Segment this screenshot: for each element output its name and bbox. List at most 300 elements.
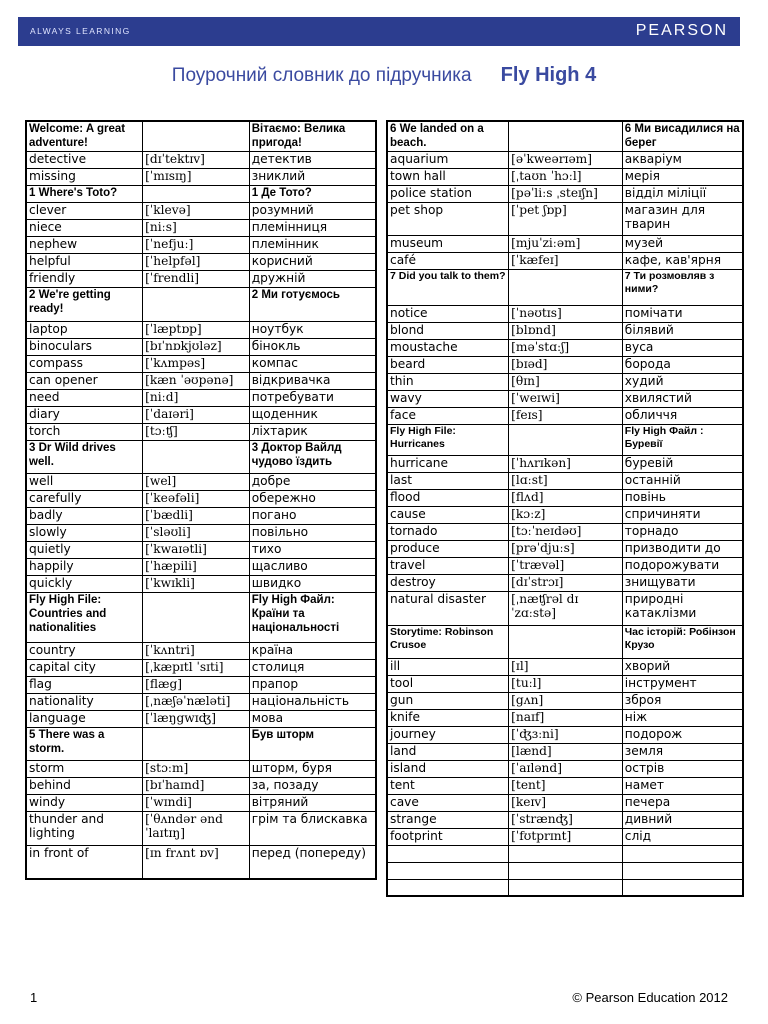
ukrainian-translation: білявий (622, 322, 743, 339)
vocab-row (26, 219, 376, 236)
ukrainian-translation: ноутбук (249, 321, 376, 338)
ukrainian-translation: обличчя (622, 407, 743, 424)
vocab-row (387, 862, 743, 879)
vocab-row (387, 811, 743, 828)
english-word: blond (387, 322, 509, 339)
transcription (509, 845, 623, 862)
transcription: [ˈhæpili] (143, 558, 250, 575)
ukrainian-translation: щоденник (249, 406, 376, 423)
english-word: 7 Did you talk to them? (387, 269, 509, 305)
transcription: [flʌd] (509, 489, 623, 506)
english-word: happily (26, 558, 143, 575)
english-word: nationality (26, 693, 143, 710)
section-header-row (26, 287, 376, 321)
vocab-row (387, 305, 743, 322)
transcription: [ˈtrævəl] (509, 557, 623, 574)
ukrainian-translation: потребувати (249, 389, 376, 406)
transcription: [tent] (509, 777, 623, 794)
vocab-row (387, 373, 743, 390)
vocab-row (387, 185, 743, 202)
vocab-row (26, 406, 376, 423)
transcription: [niːs] (143, 219, 250, 236)
transcription: [ɪl] (509, 658, 623, 675)
english-word: 2 We're getting ready! (26, 287, 143, 321)
transcription (509, 269, 623, 305)
english-word: need (26, 389, 143, 406)
ukrainian-translation: помічати (622, 305, 743, 322)
vocab-row (387, 523, 743, 540)
vocab-row (387, 407, 743, 424)
vocab-row (26, 321, 376, 338)
vocab-row (387, 472, 743, 489)
vocab-row (387, 168, 743, 185)
transcription: [məˈstɑːʃ] (509, 339, 623, 356)
english-word: laptop (26, 321, 143, 338)
english-word: friendly (26, 270, 143, 287)
transcription: [ˈkʌntri] (143, 642, 250, 659)
transcription: [ˈkwaɪətli] (143, 541, 250, 558)
vocab-row (26, 524, 376, 541)
vocab-row (26, 811, 376, 845)
ukrainian-translation: корисний (249, 253, 376, 270)
vocab-row (26, 168, 376, 185)
vocab-row (387, 574, 743, 591)
ukrainian-translation: мерія (622, 168, 743, 185)
transcription: [ˌtaʊn ˈhɔːl] (509, 168, 623, 185)
transcription: [stɔːm] (143, 760, 250, 777)
english-word: 1 Where's Toto? (26, 185, 143, 202)
english-word: windy (26, 794, 143, 811)
english-word: 3 Dr Wild drives well. (26, 440, 143, 473)
transcription: [ˈnəʊtɪs] (509, 305, 623, 322)
page-number: 1 (30, 990, 38, 1005)
ukrainian-translation: борода (622, 356, 743, 373)
ukrainian-translation: погано (249, 507, 376, 524)
english-word: moustache (387, 339, 509, 356)
ukrainian-translation: 1 Де Тото? (249, 185, 376, 202)
ukrainian-translation: повінь (622, 489, 743, 506)
ukrainian-translation: щасливо (249, 558, 376, 575)
vocab-row (387, 557, 743, 574)
english-word: travel (387, 557, 509, 574)
english-word: footprint (387, 828, 509, 845)
ukrainian-translation: 6 Ми висадилися на берег (622, 121, 743, 151)
transcription: [pəˈliːs ˌsteɪʃn] (509, 185, 623, 202)
ukrainian-translation (622, 879, 743, 896)
ukrainian-translation (622, 845, 743, 862)
transcription: [naɪf] (509, 709, 623, 726)
transcription: [ˈweɪwi] (509, 390, 623, 407)
transcription: [ˈlæptɒp] (143, 321, 250, 338)
transcription: [bɪˈnɒkjʊləz] (143, 338, 250, 355)
ukrainian-translation: подорожувати (622, 557, 743, 574)
english-word: quietly (26, 541, 143, 558)
ukrainian-translation: відділ міліції (622, 185, 743, 202)
ukrainian-translation: намет (622, 777, 743, 794)
transcription (143, 287, 250, 321)
ukrainian-translation: мова (249, 710, 376, 727)
transcription: [lænd] (509, 743, 623, 760)
ukrainian-translation: земля (622, 743, 743, 760)
transcription: [keɪv] (509, 794, 623, 811)
english-word: natural disaster (387, 591, 509, 625)
transcription: [bɪəd] (509, 356, 623, 373)
vocab-row (387, 339, 743, 356)
transcription: [feɪs] (509, 407, 623, 424)
transcription: [bɪˈhaɪnd] (143, 777, 250, 794)
vocab-row (26, 693, 376, 710)
transcription: [wel] (143, 473, 250, 490)
transcription: [ˈθʌndər ənd ˈlaɪtɪŋ] (143, 811, 250, 845)
ukrainian-translation: дружній (249, 270, 376, 287)
transcription: [kɔːz] (509, 506, 623, 523)
ukrainian-translation: тихо (249, 541, 376, 558)
english-word: hurricane (387, 455, 509, 472)
english-word: island (387, 760, 509, 777)
ukrainian-translation: країна (249, 642, 376, 659)
vocab-row (26, 473, 376, 490)
transcription (509, 862, 623, 879)
transcription: [tuːl] (509, 675, 623, 692)
section-header-row (387, 625, 743, 658)
ukrainian-translation: спричиняти (622, 506, 743, 523)
page-title (0, 64, 768, 87)
transcription: [tɔːʧ] (143, 423, 250, 440)
vocab-row (26, 389, 376, 406)
vocab-row (26, 423, 376, 440)
ukrainian-translation: зброя (622, 692, 743, 709)
english-word: thunder and lighting (26, 811, 143, 845)
english-word: 5 There was a storm. (26, 727, 143, 760)
ukrainian-translation: акваріум (622, 151, 743, 168)
english-word: clever (26, 202, 143, 219)
ukrainian-translation: хворий (622, 658, 743, 675)
english-word: in front of (26, 845, 143, 879)
transcription: [niːd] (143, 389, 250, 406)
ukrainian-translation: слід (622, 828, 743, 845)
vocab-row (387, 591, 743, 625)
vocab-row (387, 675, 743, 692)
transcription: [ˈbædli] (143, 507, 250, 524)
english-word: carefully (26, 490, 143, 507)
vocab-row (387, 760, 743, 777)
pearson-banner (18, 17, 740, 46)
ukrainian-translation: кафе, кав'ярня (622, 252, 743, 269)
transcription: [ˈsləʊli] (143, 524, 250, 541)
ukrainian-translation: Вітаємо: Велика пригода! (249, 121, 376, 151)
transcription: [ˈʤɜːni] (509, 726, 623, 743)
vocab-row (387, 692, 743, 709)
english-word: 6 We landed on a beach. (387, 121, 509, 151)
transcription (143, 727, 250, 760)
banner-slogan: ALWAYS LEARNING (30, 26, 131, 36)
transcription: [blɒnd] (509, 322, 623, 339)
ukrainian-translation: ліхтарик (249, 423, 376, 440)
english-word: face (387, 407, 509, 424)
vocab-row (387, 828, 743, 845)
vocab-row (387, 794, 743, 811)
english-word: ill (387, 658, 509, 675)
english-word: land (387, 743, 509, 760)
english-word: badly (26, 507, 143, 524)
transcription (143, 185, 250, 202)
transcription: [dɪˈstrɔɪ] (509, 574, 623, 591)
pearson-logo: PEARSON (635, 22, 728, 39)
transcription: [ˈnefjuː] (143, 236, 250, 253)
transcription: [mjuˈziːəm] (509, 235, 623, 252)
ukrainian-translation: столиця (249, 659, 376, 676)
vocab-row (387, 540, 743, 557)
ukrainian-translation: інструмент (622, 675, 743, 692)
copyright: © Pearson Education 2012 (572, 990, 728, 1005)
transcription: [gʌn] (509, 692, 623, 709)
ukrainian-translation: Час історій: Робінзон Крузо (622, 625, 743, 658)
ukrainian-translation: бінокль (249, 338, 376, 355)
english-word: detective (26, 151, 143, 168)
vocab-row (26, 659, 376, 676)
ukrainian-translation: худий (622, 373, 743, 390)
transcription: [ˈdaɪəri] (143, 406, 250, 423)
english-word: slowly (26, 524, 143, 541)
ukrainian-translation: знищувати (622, 574, 743, 591)
ukrainian-translation: грім та блискавка (249, 811, 376, 845)
vocab-row (387, 455, 743, 472)
vocab-row (26, 642, 376, 659)
english-word: behind (26, 777, 143, 794)
english-word: Fly High File: Countries and nationalities (26, 592, 143, 642)
vocab-row (387, 252, 743, 269)
english-word: aquarium (387, 151, 509, 168)
section-header-row (387, 121, 743, 151)
title-book: Fly High 4 (500, 64, 597, 86)
vocab-row (26, 760, 376, 777)
vocab-row (26, 794, 376, 811)
ukrainian-translation: природні катаклізми (622, 591, 743, 625)
ukrainian-translation: 3 Доктор Вайлд чудово їздить (249, 440, 376, 473)
ukrainian-translation: компас (249, 355, 376, 372)
transcription: [dɪˈtektɪv] (143, 151, 250, 168)
english-word: tornado (387, 523, 509, 540)
ukrainian-translation: Fly High Файл: Країни та національності (249, 592, 376, 642)
transcription: [ˈaɪlənd] (509, 760, 623, 777)
english-word (387, 862, 509, 879)
english-word: binoculars (26, 338, 143, 355)
vocab-row (26, 372, 376, 389)
english-word: can opener (26, 372, 143, 389)
vocab-row (387, 743, 743, 760)
english-word: storm (26, 760, 143, 777)
vocab-row (387, 202, 743, 235)
ukrainian-translation: печера (622, 794, 743, 811)
english-word: pet shop (387, 202, 509, 235)
english-word: compass (26, 355, 143, 372)
vocab-row (387, 390, 743, 407)
ukrainian-translation: буревій (622, 455, 743, 472)
english-word: torch (26, 423, 143, 440)
ukrainian-translation: Fly High Файл : Буревії (622, 424, 743, 455)
vocab-row (387, 879, 743, 896)
transcription: [tɔːˈneɪdəʊ] (509, 523, 623, 540)
vocab-row (387, 658, 743, 675)
english-word: notice (387, 305, 509, 322)
english-word: tent (387, 777, 509, 794)
transcription (509, 625, 623, 658)
ukrainian-translation: музей (622, 235, 743, 252)
transcription: [ˈpet ʃɒp] (509, 202, 623, 235)
ukrainian-translation: хвилястий (622, 390, 743, 407)
transcription: [ˌnæʧrəl dɪˈzɑːstə] (509, 591, 623, 625)
vocab-row (387, 777, 743, 794)
ukrainian-translation: призводити до (622, 540, 743, 557)
ukrainian-translation: за, позаду (249, 777, 376, 794)
ukrainian-translation: вітряний (249, 794, 376, 811)
transcription: [ˈstrænʤ] (509, 811, 623, 828)
transcription: [ˈmɪsɪŋ] (143, 168, 250, 185)
english-word: flag (26, 676, 143, 693)
ukrainian-translation: магазин для тварин (622, 202, 743, 235)
english-word (387, 879, 509, 896)
english-word: destroy (387, 574, 509, 591)
vocab-row (26, 202, 376, 219)
ukrainian-translation: швидко (249, 575, 376, 592)
transcription (509, 121, 623, 151)
transcription: [θɪn] (509, 373, 623, 390)
english-word: tool (387, 675, 509, 692)
transcription: [flæg] (143, 676, 250, 693)
ukrainian-translation: острів (622, 760, 743, 777)
english-word: cause (387, 506, 509, 523)
ukrainian-translation: племінниця (249, 219, 376, 236)
transcription: [ˈkæfeɪ] (509, 252, 623, 269)
transcription: [ˈhʌrɪkən] (509, 455, 623, 472)
transcription: [ˈkʌmpəs] (143, 355, 250, 372)
english-word: journey (387, 726, 509, 743)
ukrainian-translation: торнадо (622, 523, 743, 540)
ukrainian-translation: подорож (622, 726, 743, 743)
transcription: [ˈlæŋgwɪʤ] (143, 710, 250, 727)
ukrainian-translation: перед (попереду) (249, 845, 376, 879)
english-word: town hall (387, 168, 509, 185)
section-header-row (26, 185, 376, 202)
section-header-row (26, 727, 376, 760)
english-word: produce (387, 540, 509, 557)
ukrainian-translation: повільно (249, 524, 376, 541)
english-word: thin (387, 373, 509, 390)
english-word: language (26, 710, 143, 727)
english-word: missing (26, 168, 143, 185)
transcription: [prəˈdjuːs] (509, 540, 623, 557)
ukrainian-translation: 2 Ми готуємось (249, 287, 376, 321)
english-word: country (26, 642, 143, 659)
transcription: [ˈwɪndi] (143, 794, 250, 811)
english-word: Fly High File: Hurricanes (387, 424, 509, 455)
english-word: Welcome: A great adventure! (26, 121, 143, 151)
transcription: [ˈhelpfəl] (143, 253, 250, 270)
vocab-row (26, 710, 376, 727)
english-word: wavy (387, 390, 509, 407)
ukrainian-translation: 7 Ти розмовляв з ними? (622, 269, 743, 305)
english-word: flood (387, 489, 509, 506)
transcription: [ˈfʊtprɪnt] (509, 828, 623, 845)
transcription: [kæn ˈəʊpənə] (143, 372, 250, 389)
ukrainian-translation: детектив (249, 151, 376, 168)
vocab-row (26, 676, 376, 693)
vocab-row (26, 845, 376, 879)
transcription (509, 879, 623, 896)
vocab-row (387, 726, 743, 743)
vocab-row (387, 235, 743, 252)
transcription (143, 592, 250, 642)
vocab-row (26, 575, 376, 592)
vocab-row (387, 506, 743, 523)
vocab-row (26, 490, 376, 507)
ukrainian-translation: зниклий (249, 168, 376, 185)
english-word: café (387, 252, 509, 269)
ukrainian-translation: обережно (249, 490, 376, 507)
vocab-row (26, 507, 376, 524)
english-word: niece (26, 219, 143, 236)
transcription: [əˈkweərɪəm] (509, 151, 623, 168)
ukrainian-translation: добре (249, 473, 376, 490)
section-header-row (387, 269, 743, 305)
english-word: gun (387, 692, 509, 709)
transcription: [ɪn frʌnt ɒv] (143, 845, 250, 879)
vocab-table-right (386, 120, 744, 897)
ukrainian-translation: відкривачка (249, 372, 376, 389)
vocab-row (387, 489, 743, 506)
english-word: nephew (26, 236, 143, 253)
transcription: [ˈklevə] (143, 202, 250, 219)
english-word: quickly (26, 575, 143, 592)
transcription: [ˌkæpɪtl ˈsɪti] (143, 659, 250, 676)
english-word: capital city (26, 659, 143, 676)
english-word: diary (26, 406, 143, 423)
vocab-row (387, 151, 743, 168)
ukrainian-translation: вуса (622, 339, 743, 356)
transcription (143, 121, 250, 151)
transcription: [lɑːst] (509, 472, 623, 489)
english-word (387, 845, 509, 862)
vocab-row (26, 236, 376, 253)
vocab-row (26, 558, 376, 575)
english-word: beard (387, 356, 509, 373)
transcription: [ˌnæʃəˈnæləti] (143, 693, 250, 710)
section-header-row (26, 592, 376, 642)
transcription: [ˈkeəfəli] (143, 490, 250, 507)
vocab-table-left (25, 120, 377, 880)
title-main: Поурочний словник до підручника (171, 65, 472, 86)
english-word: knife (387, 709, 509, 726)
ukrainian-translation: розумний (249, 202, 376, 219)
section-header-row (26, 440, 376, 473)
section-header-row (387, 424, 743, 455)
vocab-row (26, 253, 376, 270)
ukrainian-translation: шторм, буря (249, 760, 376, 777)
transcription (143, 440, 250, 473)
english-word: last (387, 472, 509, 489)
english-word: cave (387, 794, 509, 811)
transcription: [ˈfrendli] (143, 270, 250, 287)
ukrainian-translation: племінник (249, 236, 376, 253)
transcription (509, 424, 623, 455)
ukrainian-translation: національність (249, 693, 376, 710)
ukrainian-translation: останній (622, 472, 743, 489)
ukrainian-translation: дивний (622, 811, 743, 828)
english-word: museum (387, 235, 509, 252)
english-word: strange (387, 811, 509, 828)
vocab-row (387, 845, 743, 862)
vocab-row (26, 355, 376, 372)
